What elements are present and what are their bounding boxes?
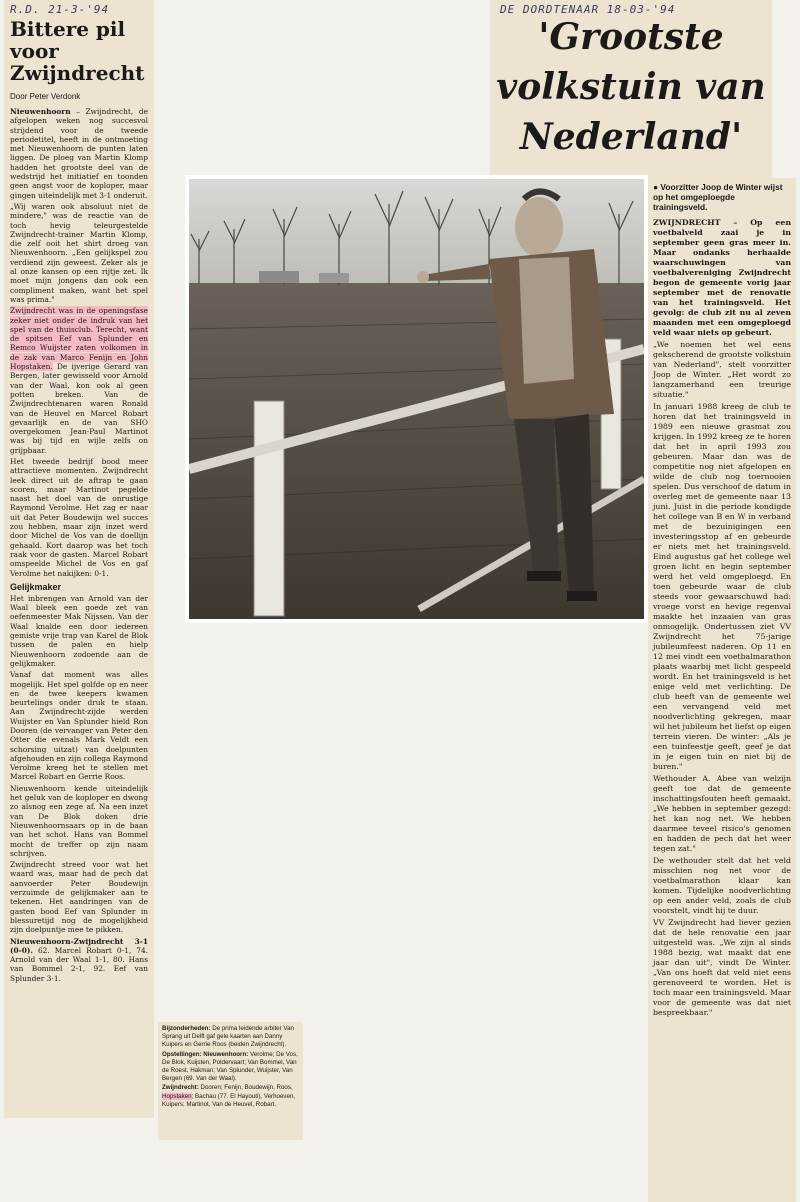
score-label: Nieuwenhoorn-Zwijndrecht 3-1 (0-0). (10, 936, 148, 955)
paragraph: „We noemen het wel eens gekscherend de grootste volkstuin van Nederland", stelt voorzitter Joop de Winter. „Het wordt zo langzamerhand een treurige situatie." (653, 340, 791, 399)
highlighted-name: Hopstaken (162, 1092, 192, 1100)
lineup-away-text: Dooren; Fenijn, Boudewijn, Roos, (198, 1084, 293, 1092)
handwritten-source: DE DORDTENAAR 18-03-'94 (500, 3, 676, 16)
byline: Door Peter Verdonk (10, 92, 81, 101)
lineup-away-label: Zwijndrecht: (162, 1084, 199, 1092)
lineup-label: Opstellingen: Nieuwenhoorn: (162, 1050, 249, 1058)
subhead: Gelijkmaker (10, 581, 62, 592)
paragraph: Wethouder A. Abee van welzijn geeft toe dat de gemeente inschattingsfouten heeft gemaakt. „We hebben in september gezegd: het kan nog net. We hebben daarmee teveel risico's genomen en hadden de pech dat het weer tegen zat." (653, 774, 791, 853)
lead-text: – Zwijndrecht, de afgelopen weken nog succesvol strijdend voor de tweede periodetitel, heeft in de ontmoeting met Nieuwenhoorn de punten laten liggen. De ploeg van Martin Klomp hadden het grootste deel van de wedstrijd het initiatief en toonden geen angst voor de koploper, maar gingen uiteindelijk met 3-1 onderuit. (10, 107, 148, 200)
paragraph: Nieuwenhoorn kende uiteindelijk het geluk van de koploper en dwong zo alsnog een zege af. Na een inzet van De Blok doken drie Nieuwenhoornsaars op in de baan van het schot. Hans van Bommel mocht de treffer op zijn naam schrijven. (10, 783, 148, 858)
lineup-away-text-end: ; Bachau (77. El Hayouti), Verhoeven, Kuipers; Martinot, Van de Heuvel, Robart. (162, 1092, 296, 1108)
right-title-clipping (490, 0, 772, 178)
left-headline: Bittere pil voor Zwijndrecht (10, 17, 145, 85)
right-headline: 'Grootste volkstuin van Nederland' (496, 16, 766, 158)
details-line (162, 1025, 299, 1050)
details-text: De prima leidende arbiter Van Sprang uit Delft gaf gele kaarten aan Danny Kuipers en Gerrie Roos (beiden Zwijndrecht). (162, 1025, 294, 1049)
paragraph: De wethouder stelt dat het veld misschien nog net voor de voetbalmarathon klaar kan komen. Tijdelijke noodverlichting op een ander veld, zoals de club voorstelt, vindt hij te duur. (653, 856, 791, 915)
intro-place: ZWIJNDRECHT (653, 218, 721, 227)
photo-field-man-icon (189, 179, 644, 619)
paragraph: VV Zwijndrecht had liever gezien dat de hele renovatie een jaar uitgesteld was. „We zijn al sinds 1988 bezig, wat maakt dat ene jaar dan uit", vindt De Winter. „Van ons hoeft dat veld niet eens gerenoveerd te worden. Het is toch maar een trainingsveld. Maar voor de gemeente was dat niet bespreekbaar." (653, 918, 791, 1017)
pink-highlight: Zwijndrecht was in de openingsfase zeker niet onder de indruk van het spel van de thuisclub. Terecht, want de spitsen Eef van Splunder en Remco Wuijster zaten volkomen in de zak van Marco Fenijn en John Hopstaken. (10, 306, 148, 372)
paragraph: Vanaf dat moment was alles mogelijk. Het spel golfde op en neer en de twee keepers kwamen beurtelings onder druk te staan. Aan Zwijndrecht-zijde werden Wuijster en Van Splunder hield Ron Dooren (de vervanger van Peter den Otter die evenals Mark Veldt een schorsing uitzat) van doelpunten afgehouden en zijn collega Raymond Verolme kreeg het te stellen met Marcel Robart en Gerrie Roos. (10, 670, 149, 782)
paragraph-continuation: De ijverige Gerard van Bergen, later gewisseld voor Arnold van der Waal, kon ook al geen potten breken. Van de Zwijndrechtenaren waren Ronald van de Heuvel en Marcel Robart gevaarlijk en de van SHO overgekomen Jean-Paul Martinot was bij tijd en wijle zelfs on grijpbaar. (10, 362, 148, 455)
intro-paragraph (653, 218, 791, 338)
lead-paragraph (10, 107, 148, 200)
news-photo (185, 175, 648, 623)
photo-caption: ● Voorzitter Joop de Winter wijst op het omgeploegde trainingsveld. (653, 182, 783, 212)
handwritten-date: R.D. 21-3-'94 (10, 3, 110, 16)
highlighted-paragraph (10, 306, 148, 455)
match-details-box (158, 1022, 303, 1140)
right-article-column (648, 178, 796, 1202)
left-article-clipping (4, 0, 154, 1118)
paragraph: Het inbrengen van Arnold van der Waal bleek een goede zet van oefenmeester Mak Nijssen. Van der Waal knalde een door iedereen gemiste vrije trap van Karel de Blok tussen de palen en hielp Nieuwenhoorn zodoende aan de gelijkmaker. (10, 593, 148, 668)
details-label: Bijzonderheden: (162, 1025, 211, 1032)
lead-place: Nieuwenhoorn (10, 107, 71, 116)
lineup-away (162, 1084, 299, 1109)
paragraph: Het tweede bedrijf bood meer attractieve momenten. Zwijndrecht leek direct uit de aftrap te gaan scoren, maar Martinot pegelde naast het doel van de onrustige Raymond Verolme. Het zag er naar uit dat Peter Boudewijn wel succes zou hebben, maar zijn inzet werd door Michel de Vos van de doellijn gehaald. Kort daarop was het toch raak voor de gasten. Marcel Robart omspeelde Michel de Vos en gaf Verolme het nakijken: 0-1. (10, 456, 148, 578)
score-detail: 62. Marcel Robart 0-1, 74. Arnold van der Waal 1-1, 80. Hans van Bommel 2-1, 92. Eef van Splunder 3-1. (10, 945, 148, 983)
score-line (10, 937, 148, 983)
lineup-home (162, 1051, 299, 1084)
paragraph: „Wij waren ook absoluut niet de mindere," was de reactie van de toch hevig teleurgestelde Zwijndrecht-trainer Martin Klomp, die zelf ooit het shirt droeg van Nieuwenhoorn. „Een gelijkspel zou verdiend zijn geweest. Zeker als je al onze kansen op een rijtje zet. Ik moet mijn jongens dan ook een compliment maken, want het spel was prima." (10, 201, 148, 304)
paragraph: In januari 1988 kreeg de club te horen dat het trainingsveld in 1989 een nieuwe grasmat zou krijgen. In 1992 kreeg ze te horen dat het in april 1993 zou gebeuren. Maar dan was de competitie nog niet afgelopen en wilde de club nog toernooien spelen. Dus verschoof de datum in overleg met de gemeente naar 13 juni. Juist in die periode kondigde het college van B en W in verband met de bezuinigingen een investeringsstop af en gebeurde er niets met het trainingsveld. Eind augustus gaf het college wel groen licht en begin september werd het veld omgeploegd. En toen gebeurde waar de club steeds voor gewaarschuwd had: vroege vorst en hevige regenval maakte het inzaaien van gras onmogelijk. Ondertussen ziet VV Zwijndrecht het 75-jarige jubileumfeest naderen. Op 11 en 12 mei vindt een voetbalmarathon plaats waarbij met licht gespeeld wordt. En het trainingsveld is het enige veld met verlichting. De club heeft van de gemeente wel een vervangend veld met noodverlichting gekregen, maar wil het jubileum het liefst op eigen terrein vieren. De winter: „Als je een tuinfeestje geeft, geef je dat in je eigen tuin en niet bij de buren." (653, 402, 791, 771)
lineup-text: Verolme; De Vos, De Blok, Kuijsten, Poldervaart; Van Bommel, Van de Roest, Hakman; Van Splunder, Wuijster, Van Bergen (69. Van der Waal). (162, 1050, 298, 1083)
paragraph: Zwijndrecht streed voor wat het waard was, maar had de pech dat aanvoerder Peter Boudewijn verzuimde de gelijkmaker aan te tekenen. Het aandringen van de gasten bood Eef van Splunder in blessuretijd nog de mogelijkheid zijn doelpuntje mee te pikken. (10, 860, 148, 935)
intro-text: – Op een voetbalveld zaai je in september geen gras meer in. Maar ondanks herhaalde waarschuwingen van voetbalvereniging Zwijndrecht begon de gemeente vorig jaar september met de renovatie van het trainingsveld. Het gevolg: de club zit nu al zeven maanden met een omgeploegd veld waar niets op gebeurt. (653, 218, 791, 337)
